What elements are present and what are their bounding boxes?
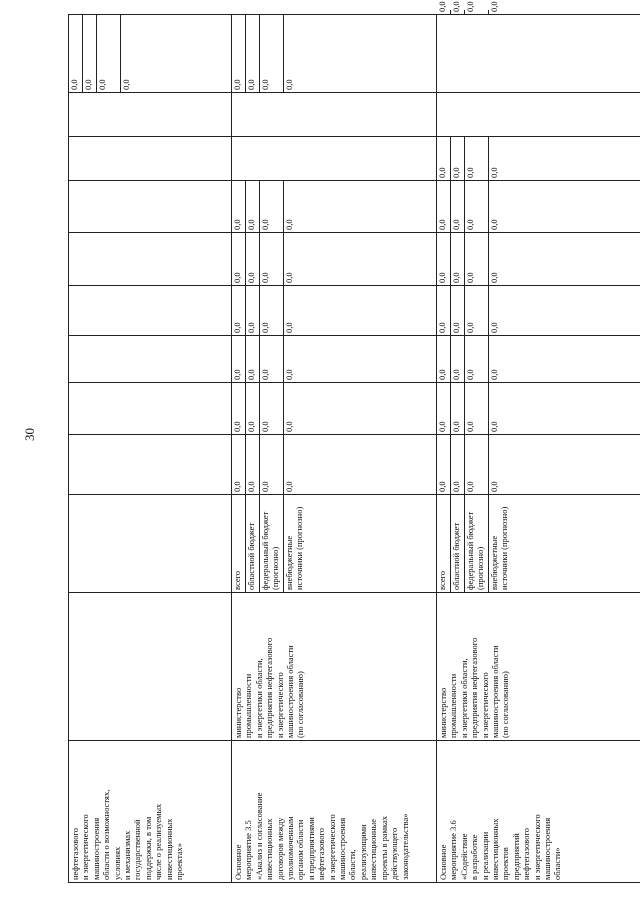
value-cell: [437, 383, 640, 435]
value: 0,0: [246, 233, 260, 285]
source-federal: федеральный бюджет (прогнозно): [465, 495, 489, 592]
value: 0,0: [437, 137, 451, 180]
value: 0,0: [489, 481, 499, 492]
value-cell: [69, 286, 232, 336]
value: 0,0: [260, 233, 284, 285]
value: 0,0: [284, 421, 294, 432]
value: 0,0: [284, 272, 294, 283]
source-federal: федеральный бюджет (прогнозно): [260, 495, 284, 592]
value-cell: [69, 383, 232, 435]
value-cell: [437, 435, 640, 495]
value-total: 0,0: [69, 15, 83, 92]
value: 0,0: [260, 336, 284, 382]
activity-name: Основное мероприятие 3.5 «Анализ и согласование инвестиционных договоров между уполномоченным органом области и предприятиями нефтегазового и энергетического машиностроения области, реализующими инвестиционные проекты в рамках действующего законодательства»: [232, 741, 437, 883]
value: 0,0: [232, 15, 246, 92]
value-cell: [437, 336, 640, 383]
value: 0,0: [451, 435, 465, 494]
value-cell: [69, 93, 232, 137]
value: 0,0: [451, 181, 465, 232]
responsible-cell: [69, 593, 232, 741]
value: 0,0: [246, 181, 260, 232]
value: 0,0: [260, 15, 284, 92]
value: 0,0: [437, 181, 451, 232]
value: 0,0: [489, 272, 499, 283]
value-cell: [437, 286, 640, 336]
value: 0,0: [451, 233, 465, 285]
value: 0,0: [437, 233, 451, 285]
value: 0,0: [451, 10, 465, 14]
value-cell: [437, 15, 640, 93]
source-cell: [69, 495, 232, 593]
value: 0,0: [246, 336, 260, 382]
table-row: [437, 15, 640, 883]
value-cell: [232, 93, 437, 137]
value: 0,0: [451, 137, 465, 180]
value-cell: [437, 137, 640, 181]
value: 0,0: [465, 10, 489, 14]
page-number: 30: [22, 428, 37, 441]
value-cell: [232, 181, 437, 233]
value: 0,0: [232, 383, 246, 434]
responsible-cell: министерство промышленности и энергетики области, предприятия нефтегазового и энергетического машиностроения области (по согласованию): [232, 593, 437, 741]
value: 0,0: [232, 286, 246, 335]
value: 0,0: [437, 286, 451, 335]
value: 0,0: [489, 219, 499, 230]
value: 0,0: [284, 369, 294, 380]
value: 0,0: [489, 167, 499, 178]
value: 0,0: [284, 322, 294, 333]
value: 0,0: [489, 369, 499, 380]
rotated-table-container: [68, 1, 640, 883]
value: 0,0: [284, 219, 294, 230]
value-cell: [232, 336, 437, 383]
value: 0,0: [437, 435, 451, 494]
value: 0,0: [260, 286, 284, 335]
value-cell: [69, 435, 232, 495]
value: 0,0: [451, 286, 465, 335]
value: 0,0: [437, 10, 451, 14]
responsible-cell: министерство промышленности и энергетики области, предприятия нефтегазового и энергетического машиностроения области (по согласованию): [437, 593, 640, 741]
value: 0,0: [465, 137, 489, 180]
value-cell: [232, 137, 437, 181]
source-total: всего: [437, 495, 451, 592]
activity-name: Основное мероприятие 3.6 «Содействие в разработке и реализации инвестиционных проектов предприятий нефтегазового и энергетического машиностроения области»: [437, 741, 640, 883]
value-cell: [69, 15, 232, 93]
value: 0,0: [232, 233, 246, 285]
source-cell: [437, 495, 640, 593]
value: 0,0: [489, 421, 499, 432]
value: 0,0: [284, 79, 294, 90]
value: 0,0: [489, 1, 499, 12]
value-cell: [69, 137, 232, 181]
value-cell: [232, 435, 437, 495]
value-federal: 0,0: [97, 15, 121, 92]
value-regional: 0,0: [83, 15, 97, 92]
value-cell: [69, 336, 232, 383]
value: 0,0: [465, 336, 489, 382]
value-cell: [69, 181, 232, 233]
value: 0,0: [260, 383, 284, 434]
value: 0,0: [437, 336, 451, 382]
value: 0,0: [437, 383, 451, 434]
value: 0,0: [246, 383, 260, 434]
value: 0,0: [489, 322, 499, 333]
value-cell: [69, 233, 232, 286]
value: 0,0: [465, 233, 489, 285]
table-row: [69, 15, 232, 883]
value: 0,0: [246, 15, 260, 92]
value: 0,0: [451, 336, 465, 382]
value: 0,0: [232, 336, 246, 382]
value: 0,0: [465, 435, 489, 494]
value-cell: [437, 93, 640, 137]
source-total: всего: [232, 495, 246, 592]
source-extrabudgetary: внебюджетные источники (прогнозно): [284, 506, 305, 590]
value-cell: [232, 383, 437, 435]
value: 0,0: [246, 435, 260, 494]
value-extrabudgetary: 0,0: [121, 79, 131, 90]
value-cell: [437, 181, 640, 233]
value-cell: [232, 233, 437, 286]
source-regional: областной бюджет: [451, 495, 465, 592]
value: 0,0: [260, 181, 284, 232]
source-regional: областной бюджет: [246, 495, 260, 592]
value: 0,0: [232, 181, 246, 232]
value: 0,0: [246, 286, 260, 335]
source-extrabudgetary: внебюджетные источники (прогнозно): [489, 506, 510, 590]
value: 0,0: [260, 435, 284, 494]
value: 0,0: [232, 435, 246, 494]
value: 0,0: [284, 481, 294, 492]
value: 0,0: [465, 181, 489, 232]
value: 0,0: [465, 383, 489, 434]
value-cell: [437, 233, 640, 286]
budget-table: [68, 1, 640, 883]
value-cell: [232, 286, 437, 336]
table-row: [232, 15, 437, 883]
value: 0,0: [451, 383, 465, 434]
value-cell: [232, 15, 437, 93]
activity-name: нефтегазового и энергетического машиностроения области о возможностях, условиях и механизмах государственной поддержки, в том числе о реализуемых инвестиционных проектах»: [69, 741, 232, 883]
source-cell: [232, 495, 437, 593]
value: 0,0: [465, 286, 489, 335]
